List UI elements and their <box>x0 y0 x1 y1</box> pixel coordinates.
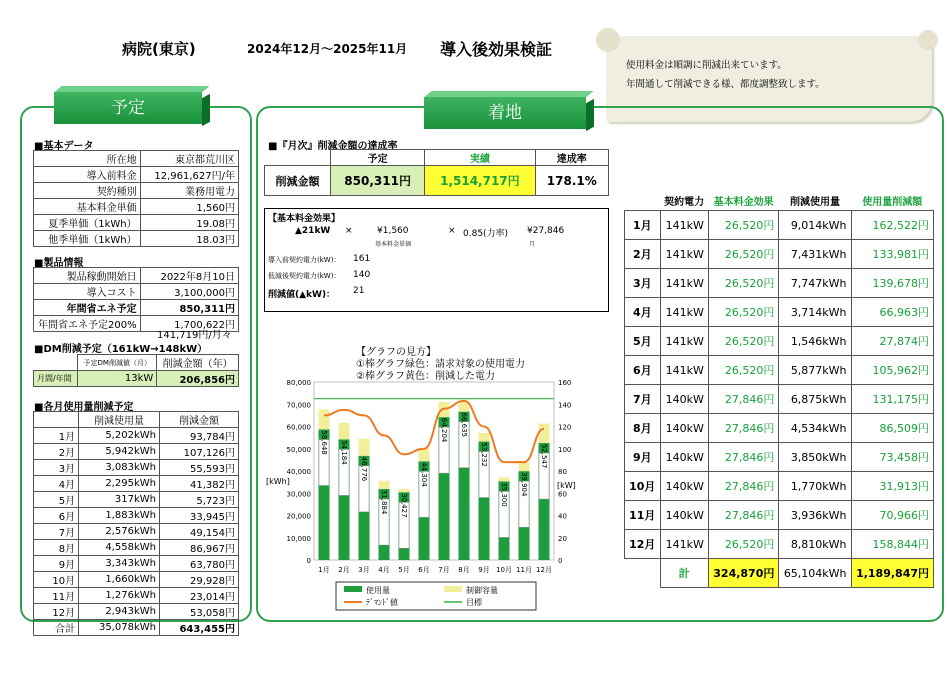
res-use: 4,534kWh <box>779 414 851 443</box>
be-price-note: 基本料金単価 <box>375 241 412 248</box>
legend-control: 制御容量 <box>466 586 498 595</box>
y-tick-label: 70,000 <box>286 401 311 410</box>
basic-value: 1,560円 <box>140 199 238 215</box>
res-use: 7,431kWh <box>779 240 851 269</box>
res-kw: 140kW <box>660 414 708 443</box>
period-label: 2024年12月～2025年11月 <box>247 42 408 56</box>
x-tick-label: 8月 <box>458 566 470 574</box>
basic-label: 他季単価（1kWh） <box>34 231 141 247</box>
x-tick-label: 2月 <box>338 566 350 574</box>
basic-value: 18.03円 <box>140 231 238 247</box>
dm-row-label: 月間/年間 <box>34 371 78 387</box>
y2-axis-label: [kW] <box>557 481 576 490</box>
res-month: 12月 <box>625 530 661 559</box>
be-heading: 【基本料金効果】 <box>268 214 341 224</box>
y2-tick-label: 80 <box>558 468 567 476</box>
res-row <box>625 385 934 414</box>
mp-month: 11月 <box>34 588 79 604</box>
res-use: 3,936kWh <box>779 501 851 530</box>
x-tick-label: 3月 <box>358 566 370 574</box>
res-row <box>625 327 934 356</box>
mp-total-label: 合計 <box>34 620 79 636</box>
legend-control-swatch <box>444 586 462 592</box>
y-tick-label: 40,000 <box>286 468 311 476</box>
res-use: 9,014kWh <box>779 211 851 240</box>
bar-control <box>379 481 390 489</box>
res-month: 9月 <box>625 443 661 472</box>
res-h-use: 削減使用量 <box>789 196 840 208</box>
bar-control <box>479 433 490 442</box>
be-after-val: 140 <box>353 270 371 280</box>
data-label: 46,776 <box>360 456 368 482</box>
res-month: 10月 <box>625 472 661 501</box>
x-tick-label: 7月 <box>438 566 450 574</box>
res-cost: 162,522円 <box>851 211 933 240</box>
be-reduce: ▲21kW <box>295 226 331 236</box>
product-label: 導入コスト <box>34 284 141 300</box>
res-use: 1,770kWh <box>779 472 851 501</box>
res-cost: 86,509円 <box>851 414 933 443</box>
mp-yen: 41,382円 <box>159 476 238 492</box>
data-label: 35,300 <box>500 482 508 507</box>
basic-label: 契約種別 <box>34 183 141 199</box>
plot-area <box>314 382 554 560</box>
mp-total <box>34 620 239 636</box>
mp-kwh: 4,558kWh <box>79 540 160 556</box>
bar-control <box>419 448 430 461</box>
mp-row <box>34 540 239 556</box>
mp-month: 2月 <box>34 444 79 460</box>
product-value: 3,100,000円 <box>140 284 238 300</box>
ach-actual: 1,514,717円 <box>425 166 535 196</box>
res-kw: 140kW <box>660 443 708 472</box>
x-tick-label: 12月 <box>536 566 552 574</box>
basic-value: 12,961,627円/年 <box>140 167 238 183</box>
product-value: 1,700,622円 <box>140 316 238 332</box>
product-row <box>34 300 239 316</box>
res-kw: 141kW <box>660 298 708 327</box>
mp-row <box>34 492 239 508</box>
mp-month: 3月 <box>34 460 79 476</box>
product-table <box>33 267 239 332</box>
y2-tick-label: 140 <box>558 401 572 410</box>
res-kw: 140kW <box>660 501 708 530</box>
mp-row <box>34 508 239 524</box>
res-cost: 73,458円 <box>851 443 933 472</box>
basic-value: 19.08円 <box>140 215 238 231</box>
dm-kw: 13kW <box>78 371 157 387</box>
result-table <box>624 190 934 588</box>
y2-tick-label: 100 <box>558 445 572 454</box>
mp-kwh: 5,942kWh <box>79 444 160 460</box>
res-row <box>625 211 934 240</box>
achievement-table <box>264 149 609 196</box>
product-label: 年間省エネ予定 <box>34 300 141 316</box>
res-cost: 31,913円 <box>851 472 933 501</box>
basic-table <box>33 150 239 247</box>
be-x2: × <box>448 226 456 236</box>
y-tick-label: 50,000 <box>286 445 311 454</box>
data-label: 52,547 <box>540 443 548 469</box>
res-base: 26,520円 <box>708 327 779 356</box>
res-kw: 140kW <box>660 385 708 414</box>
mp-row <box>34 588 239 604</box>
mp-month: 6月 <box>34 508 79 524</box>
mp-yen: 53,058円 <box>159 604 238 620</box>
x-tick-label: 5月 <box>398 566 410 574</box>
res-base: 26,520円 <box>708 240 779 269</box>
ach-h-rate: 達成率 <box>535 150 608 166</box>
mp-row <box>34 460 239 476</box>
res-kw: 141kW <box>660 530 708 559</box>
mp-corner <box>34 412 79 428</box>
legend-demand: ﾃﾞﾏﾝﾄﾞ値 <box>366 598 398 607</box>
mp-yen: 23,014円 <box>159 588 238 604</box>
facility-title: 病院(東京) <box>122 40 196 58</box>
note-line-2: 年間通して削減できる様、都度調整致します。 <box>626 79 825 90</box>
mp-yen: 29,928円 <box>159 572 238 588</box>
product-row <box>34 268 239 284</box>
graph-note-l2: ②棒グラフ黄色：削減した電力 <box>356 371 495 382</box>
res-row <box>625 414 934 443</box>
basic-row <box>34 183 239 199</box>
mp-yen: 93,784円 <box>159 428 238 444</box>
product-monthly: 141,719円/月々 <box>157 330 232 341</box>
ach-row-label: 削減金額 <box>265 166 331 196</box>
res-cost: 66,963円 <box>851 298 933 327</box>
basic-row <box>34 167 239 183</box>
data-label: 39,904 <box>520 471 528 497</box>
product-label: 製品稼動開始日 <box>34 268 141 284</box>
data-label: 30,427 <box>400 493 408 518</box>
res-row <box>625 501 934 530</box>
mp-yen: 86,967円 <box>159 540 238 556</box>
mp-kwh: 2,295kWh <box>79 476 160 492</box>
mp-col2: 削減金額 <box>159 412 238 428</box>
y2-tick-label: 0 <box>558 557 563 565</box>
legend-usage: 使用量 <box>366 586 390 595</box>
basic-label: 基本料金単価 <box>34 199 141 215</box>
bar-control <box>399 489 410 492</box>
be-diff-label: 削減値(▲kW)： <box>268 290 336 300</box>
monthly-plan-heading: ■各月使用量削減予定 <box>34 402 134 413</box>
product-value: 2022年8月10日 <box>140 268 238 284</box>
x-tick-label: 9月 <box>478 566 490 574</box>
be-before-label: 導入前契約電力(kW)： <box>268 256 341 264</box>
res-base: 26,520円 <box>708 269 779 298</box>
res-row <box>625 298 934 327</box>
res-base: 27,846円 <box>708 414 779 443</box>
res-row <box>625 356 934 385</box>
res-kw: 141kW <box>660 356 708 385</box>
res-base: 26,520円 <box>708 356 779 385</box>
legend-target: 目標 <box>466 598 482 607</box>
mp-row <box>34 604 239 620</box>
res-month: 3月 <box>625 269 661 298</box>
y-axis-label: [kWh] <box>266 477 290 486</box>
mp-kwh: 2,576kWh <box>79 524 160 540</box>
product-heading: ■製品情報 <box>34 258 84 269</box>
mp-yen: 33,945円 <box>159 508 238 524</box>
res-use: 8,810kWh <box>779 530 851 559</box>
bar-control <box>339 423 350 440</box>
be-result: ¥27,846 <box>527 226 565 236</box>
graph-note-title: 【グラフの見方】 <box>356 347 436 358</box>
res-cost: 158,844円 <box>851 530 933 559</box>
y2-tick-label: 60 <box>558 490 567 499</box>
basic-row <box>34 199 239 215</box>
be-price: ¥1,560 <box>377 226 409 236</box>
res-use: 3,850kWh <box>779 443 851 472</box>
res-kw: 141kW <box>660 240 708 269</box>
dm-col1: 予定DM削減値（月） <box>78 355 157 371</box>
res-use: 6,875kWh <box>779 385 851 414</box>
mp-row <box>34 476 239 492</box>
res-total-cost: 1,189,847円 <box>851 559 933 588</box>
be-diff-val: 21 <box>353 286 365 296</box>
mp-month: 4月 <box>34 476 79 492</box>
bar-control <box>359 439 370 456</box>
legend-usage-swatch <box>344 586 362 592</box>
mp-total-yen: 643,455円 <box>159 620 238 636</box>
res-kw: 141kW <box>660 211 708 240</box>
res-kw: 141kW <box>660 327 708 356</box>
x-tick-label: 6月 <box>418 566 430 574</box>
res-month: 5月 <box>625 327 661 356</box>
res-month: 2月 <box>625 240 661 269</box>
mp-row <box>34 524 239 540</box>
mp-kwh: 1,883kWh <box>79 508 160 524</box>
mp-kwh: 1,660kWh <box>79 572 160 588</box>
page-title: 導入後効果検証 <box>440 40 553 59</box>
res-kw: 140kW <box>660 472 708 501</box>
res-kw: 141kW <box>660 269 708 298</box>
mp-kwh: 1,276kWh <box>79 588 160 604</box>
res-month: 7月 <box>625 385 661 414</box>
res-row <box>625 269 934 298</box>
mp-row <box>34 556 239 572</box>
mp-kwh: 2,943kWh <box>79 604 160 620</box>
x-tick-label: 10月 <box>496 566 512 574</box>
ach-h-actual: 実績 <box>425 150 535 166</box>
plan-banner: 予定 <box>54 92 202 124</box>
mp-yen: 49,154円 <box>159 524 238 540</box>
y2-tick-label: 20 <box>558 534 567 543</box>
basic-value: 東京都荒川区 <box>140 151 238 167</box>
res-row <box>625 240 934 269</box>
product-row <box>34 284 239 300</box>
res-base: 27,846円 <box>708 501 779 530</box>
bar-control <box>539 423 550 443</box>
res-base: 27,846円 <box>708 443 779 472</box>
data-label: 53,232 <box>480 442 488 467</box>
res-h-cost: 使用量削減額 <box>862 196 923 208</box>
monthly-plan-table <box>33 411 239 636</box>
data-label: 31,884 <box>380 489 388 515</box>
res-month: 11月 <box>625 501 661 530</box>
y2-tick-label: 40 <box>558 512 567 521</box>
res-total-use: 65,104kWh <box>779 559 851 588</box>
be-factor: 0.85(力率) <box>463 229 509 239</box>
mp-row <box>34 572 239 588</box>
dm-col2: 削減金額（年） <box>157 355 239 371</box>
res-cost: 70,966円 <box>851 501 933 530</box>
res-base: 26,520円 <box>708 298 779 327</box>
res-cost: 139,678円 <box>851 269 933 298</box>
be-result-note: 月 <box>529 241 536 248</box>
be-after-label: 低減後契約電力(kW)： <box>268 272 341 280</box>
ach-h-plan: 予定 <box>331 150 425 166</box>
res-row <box>625 443 934 472</box>
res-cost: 131,175円 <box>851 385 933 414</box>
res-cost: 133,981円 <box>851 240 933 269</box>
res-month: 8月 <box>625 414 661 443</box>
basic-label: 夏季単価（1kWh） <box>34 215 141 231</box>
basic-heading: ■基本データ <box>34 141 94 152</box>
usage-chart <box>264 372 604 612</box>
mp-total-kwh: 35,078kWh <box>79 620 160 636</box>
res-use: 5,877kWh <box>779 356 851 385</box>
product-value: 850,311円 <box>140 300 238 316</box>
y-tick-label: 60,000 <box>286 423 311 432</box>
res-use: 1,546kWh <box>779 327 851 356</box>
res-base: 27,846円 <box>708 385 779 414</box>
mp-month: 9月 <box>34 556 79 572</box>
mp-month: 1月 <box>34 428 79 444</box>
res-use: 7,747kWh <box>779 269 851 298</box>
mp-yen: 107,126円 <box>159 444 238 460</box>
mp-month: 8月 <box>34 540 79 556</box>
res-base: 26,520円 <box>708 211 779 240</box>
basic-row <box>34 231 239 247</box>
mp-month: 5月 <box>34 492 79 508</box>
mp-yen: 55,593円 <box>159 460 238 476</box>
basic-label: 導入前料金 <box>34 167 141 183</box>
mp-kwh: 317kWh <box>79 492 160 508</box>
res-h-base: 基本料金効果 <box>713 196 774 208</box>
be-before-val: 161 <box>353 254 371 264</box>
x-tick-label: 4月 <box>378 566 390 574</box>
mp-yen: 5,723円 <box>159 492 238 508</box>
mp-row <box>34 428 239 444</box>
data-label: 58,648 <box>320 430 328 455</box>
res-month: 4月 <box>625 298 661 327</box>
basic-effect-box <box>264 208 609 312</box>
ach-plan: 850,311円 <box>331 166 425 196</box>
basic-row <box>34 151 239 167</box>
result-banner: 着地 <box>424 97 586 129</box>
product-label: 年間省エネ予定200% <box>34 316 141 332</box>
mp-kwh: 3,083kWh <box>79 460 160 476</box>
data-label: 64,204 <box>440 417 448 443</box>
mp-row <box>34 444 239 460</box>
y-tick-label: 30,000 <box>286 490 311 499</box>
mp-kwh: 3,343kWh <box>79 556 160 572</box>
data-label: 66,635 <box>460 412 468 437</box>
mp-header <box>34 412 239 428</box>
y-tick-label: 10,000 <box>286 534 311 543</box>
basic-label: 所在地 <box>34 151 141 167</box>
basic-value: 業務用電力 <box>140 183 238 199</box>
dm-amount: 206,856円 <box>157 371 239 387</box>
res-row <box>625 530 934 559</box>
res-row <box>625 472 934 501</box>
res-total-label: 計 <box>660 559 708 588</box>
res-month: 1月 <box>625 211 661 240</box>
y-tick-label: 20,000 <box>286 512 311 521</box>
dm-heading: ■DM削減予定（161kW→148kW） <box>34 344 208 355</box>
basic-row <box>34 215 239 231</box>
mp-month: 10月 <box>34 572 79 588</box>
bar-control <box>519 462 530 471</box>
res-base: 27,846円 <box>708 472 779 501</box>
mp-yen: 63,780円 <box>159 556 238 572</box>
y-tick-label: 80,000 <box>286 379 311 387</box>
graph-note-l1: ①棒グラフ緑色：請求対象の使用電力 <box>356 359 525 370</box>
be-x1: × <box>345 226 353 236</box>
dm-table <box>33 354 239 387</box>
achievement-heading: ■『月次』削減金額の達成率 <box>268 141 398 152</box>
y-tick-label: 0 <box>306 557 311 565</box>
data-label: 54,184 <box>340 440 348 465</box>
data-label: 44,304 <box>420 462 428 487</box>
ach-rate: 178.1% <box>535 166 608 196</box>
bar-control <box>499 478 510 482</box>
res-total-base: 324,870円 <box>708 559 779 588</box>
mp-month: 7月 <box>34 524 79 540</box>
x-tick-label: 1月 <box>318 566 330 574</box>
mp-kwh: 5,202kWh <box>79 428 160 444</box>
res-cost: 105,962円 <box>851 356 933 385</box>
res-base: 26,520円 <box>708 530 779 559</box>
res-use: 3,714kWh <box>779 298 851 327</box>
x-tick-label: 11月 <box>516 566 532 574</box>
y2-tick-label: 120 <box>558 423 572 432</box>
mp-month: 12月 <box>34 604 79 620</box>
note-line-1: 使用料金は順調に削減出来ています。 <box>626 60 787 71</box>
res-month: 6月 <box>625 356 661 385</box>
mp-col1: 削減使用量 <box>79 412 160 428</box>
res-h-contract: 契約電力 <box>664 196 705 208</box>
bar-control <box>319 409 330 429</box>
y2-tick-label: 160 <box>558 379 572 387</box>
res-cost: 27,874円 <box>851 327 933 356</box>
